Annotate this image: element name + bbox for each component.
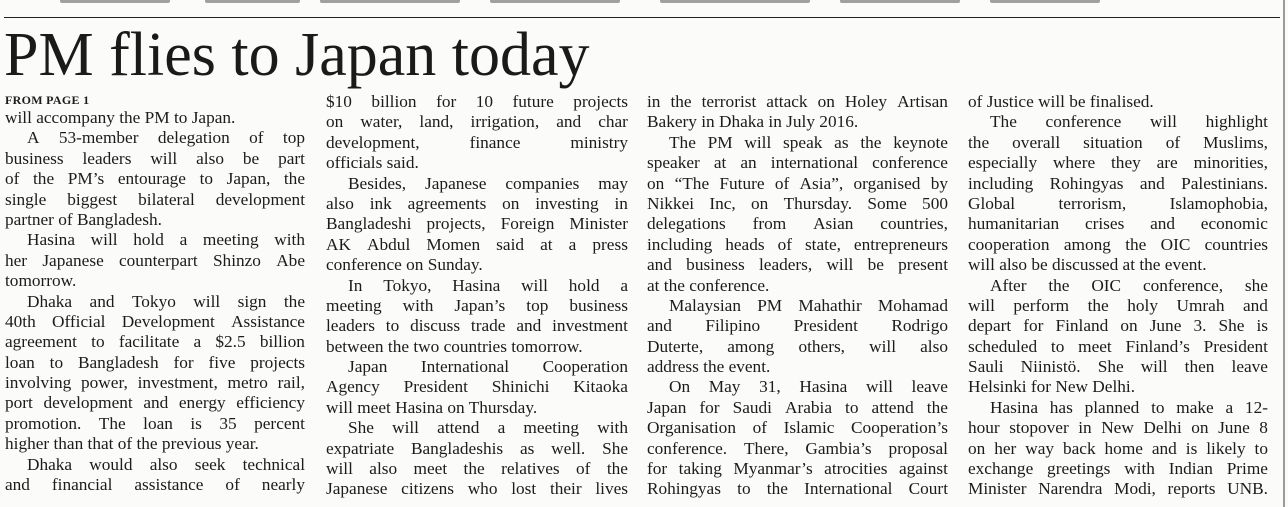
article-line: On May 31, Hasina will leave bbox=[669, 377, 948, 397]
article-line: Sauli Niinistö. She will then leave bbox=[968, 357, 1268, 377]
article-line: cooperation among the OIC countries bbox=[968, 234, 1268, 254]
article-line: officials said. bbox=[326, 153, 419, 173]
article-line: tomorrow. bbox=[5, 271, 77, 291]
article-line: Dhaka and Tokyo will sign the bbox=[27, 291, 305, 311]
article-line: will meet Hasina on Thursday. bbox=[326, 397, 538, 417]
article-line: especially where they are minorities, bbox=[968, 153, 1268, 173]
article-line: 40th Official Development Assistance bbox=[5, 311, 305, 331]
article-line: delegations from Asian countries, bbox=[647, 214, 948, 234]
article-line: AK Abdul Momen said at a press bbox=[326, 234, 628, 254]
article-line: Japan for Saudi Arabia to attend the bbox=[647, 397, 948, 417]
article-line: scheduled to meet Finland’s President bbox=[968, 336, 1268, 356]
article-line: Hasina has planned to make a 12- bbox=[990, 397, 1268, 417]
article-line: between the two countries tomorrow. bbox=[326, 336, 583, 356]
article-line: of Justice will be finalised. bbox=[968, 92, 1154, 111]
article-line: Bakery in Dhaka in July 2016. bbox=[647, 112, 859, 132]
article-line: The conference will highlight bbox=[990, 112, 1268, 132]
article-line: Duterte, among others, will also bbox=[647, 336, 948, 356]
article-column-3 bbox=[647, 92, 948, 500]
article-line: Rohingyas to the International Court bbox=[647, 479, 948, 499]
article-line: on “The Future of Asia”, organised by bbox=[647, 173, 948, 193]
article-line: on her way back home and is likely to bbox=[968, 438, 1268, 458]
article-line: Japanese citizens who lost their lives bbox=[326, 479, 628, 499]
article-line: $10 billion for 10 future projects bbox=[326, 92, 628, 111]
article-line: including Rohingyas and Palestinians. bbox=[968, 173, 1268, 193]
article-line: loan to Bangladesh for five projects bbox=[5, 352, 305, 372]
article-line: single biggest bilateral development bbox=[5, 189, 305, 209]
article-line: her Japanese counterpart Shinzo Abe bbox=[5, 250, 305, 270]
article-line: expatriate Bangladeshis as well. She bbox=[326, 438, 628, 458]
article-line: Dhaka would also seek technical bbox=[27, 454, 305, 474]
article-column-2 bbox=[326, 92, 628, 500]
article-line: will perform the holy Umrah and bbox=[968, 295, 1268, 315]
article-line: promotion. The loan is 35 percent bbox=[5, 413, 305, 433]
headline: PM flies to Japan today bbox=[4, 21, 590, 89]
page-edge bbox=[1283, 0, 1285, 507]
article-line: address the event. bbox=[647, 357, 771, 377]
article-line: Hasina will hold a meeting with bbox=[27, 230, 305, 250]
article-line: agreement to facilitate a $2.5 billion bbox=[5, 332, 305, 352]
article-line: The PM will speak as the keynote bbox=[669, 132, 948, 152]
article-line: Nikkei Inc, on Thursday. Some 500 bbox=[647, 193, 948, 213]
article-line: also ink agreements on investing in bbox=[326, 193, 628, 213]
article-line: conference. There, Gambia’s proposal bbox=[647, 438, 948, 458]
article-line: conference on Sunday. bbox=[326, 255, 483, 275]
article-line: will also meet the relatives of the bbox=[326, 459, 628, 479]
article-line: and Filipino President Rodrigo bbox=[647, 316, 948, 336]
article-line: Agency President Shinichi Kitaoka bbox=[326, 377, 628, 397]
article-line: hour stopover in New Delhi on June 8 bbox=[968, 418, 1268, 438]
article-line: on water, land, irrigation, and char bbox=[326, 112, 628, 132]
article-column-4 bbox=[968, 92, 1268, 500]
article-line: will accompany the PM to Japan. bbox=[5, 108, 236, 127]
article-line: meeting with Japan’s top business bbox=[326, 295, 628, 315]
article-line: Besides, Japanese companies may bbox=[348, 173, 628, 193]
article-line: will also be discussed at the event. bbox=[968, 255, 1207, 275]
article-line: development, finance ministry bbox=[326, 132, 628, 152]
article-line: for taking Myanmar’s atrocities against bbox=[647, 459, 948, 479]
article-line: Malaysian PM Mahathir Mohamad bbox=[669, 295, 948, 315]
article-line: exchange greetings with Indian Prime bbox=[968, 459, 1268, 479]
article-line: A 53-member delegation of top bbox=[27, 128, 305, 148]
article-line: speaker at an international conference bbox=[647, 153, 948, 173]
article-line: including heads of state, entrepreneurs bbox=[647, 234, 948, 254]
article-line: She will attend a meeting with bbox=[348, 418, 628, 438]
article-line: of the PM’s entourage to Japan, the bbox=[5, 169, 305, 189]
article-line: Japan International Cooperation bbox=[348, 357, 628, 377]
article-line: the overall situation of Muslims, bbox=[968, 132, 1268, 152]
article-line: involving power, investment, metro rail, bbox=[5, 373, 305, 393]
cropped-previous-article-strip bbox=[0, 0, 1288, 9]
article-line: partner of Bangladesh. bbox=[5, 209, 162, 229]
article-line: port development and energy efficiency bbox=[5, 393, 305, 413]
continuation-kicker: FROM PAGE 1 bbox=[5, 93, 90, 107]
article-line: Organisation of Islamic Cooperation’s bbox=[647, 418, 948, 438]
article-line: In Tokyo, Hasina will hold a bbox=[348, 275, 628, 295]
article-line: and financial assistance of nearly bbox=[5, 475, 305, 495]
article-line: in the terrorist attack on Holey Artisan bbox=[647, 92, 948, 111]
article-line: Global terrorism, Islamophobia, bbox=[968, 193, 1268, 213]
article-line: business leaders will also be part bbox=[5, 148, 305, 168]
article-line: depart for Finland on June 3. She is bbox=[968, 316, 1268, 336]
article-line: Bangladeshi projects, Foreign Minister bbox=[326, 214, 628, 234]
article-column-1 bbox=[5, 92, 305, 495]
article-line: at the conference. bbox=[647, 275, 770, 295]
article-line: and business leaders, will be present bbox=[647, 255, 948, 275]
article-line: Minister Narendra Modi, reports UNB. bbox=[968, 479, 1268, 499]
article-line: humanitarian crises and economic bbox=[968, 214, 1268, 234]
article-line: leaders to discuss trade and investment bbox=[326, 316, 628, 336]
article-line: higher than that of the previous year. bbox=[5, 434, 259, 454]
article-line: After the OIC conference, she bbox=[990, 275, 1268, 295]
article-line: Helsinki for New Delhi. bbox=[968, 377, 1136, 397]
